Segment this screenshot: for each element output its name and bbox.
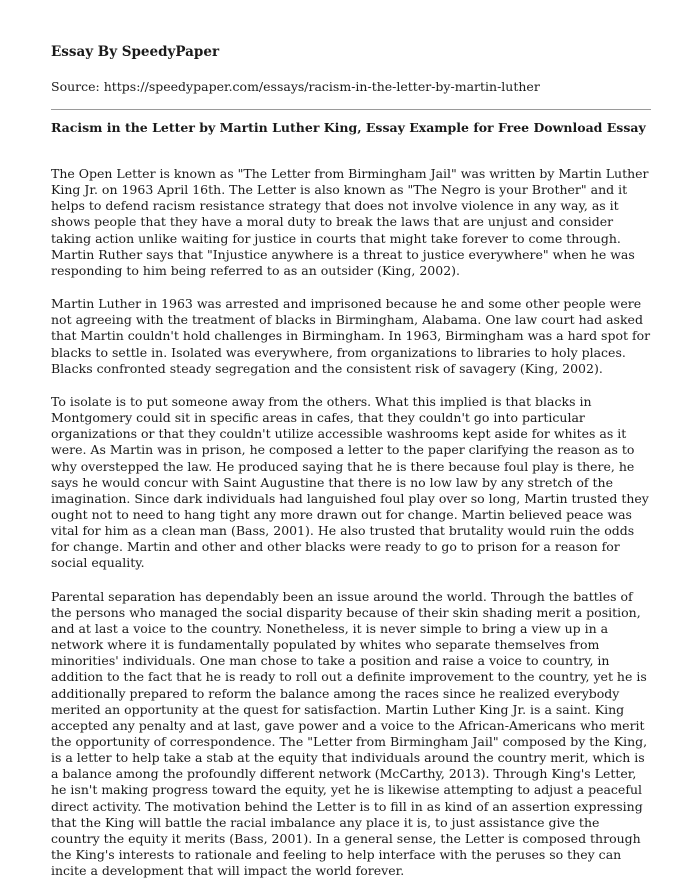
document-header xyxy=(51,44,651,95)
essay-body xyxy=(51,166,651,896)
source-line: Source: https://speedypaper.com/essays/racism-in-the-letter-by-martin-luther xyxy=(51,79,540,94)
paragraph-3: To isolate is to put someone away from the others. What this implied is that blacks in Montgomery could sit in specific areas in cafes, that they couldn't go into particular organizations or that they couldn't utilize accessible washrooms kept aside for whites as it were. As Martin was in prison, he composed a letter to the paper clarifying the reason as to why overstepped the law. He produced saying that he is there because foul play is there, he says he would concur with Saint Augustine that there is no low law by any stretch of the imagination. Since dark individuals had languished foul play over so long, Martin trusted they ought not to need to hang tight any more drawn out for change. Martin believed peace was vital for him as a clean man (Bass, 2001). He also trusted that brutality would ruin the odds for change. Martin and other and other blacks were ready to go to prison for a reason for social equality. xyxy=(51,393,649,571)
brand-heading: Essay By SpeedyPaper xyxy=(51,44,220,60)
header-divider xyxy=(51,109,651,110)
paragraph-4: Parental separation has dependably been an issue around the world. Through the battles of the persons who managed the social disparity because of their skin shading merit a position, and at last a voice to the country. Nonetheless, it is never simple to bring a view up in a network where it is fundamentally populated by whites who separate themselves from minorities' individuals. One man chose to take a position and raise a voice to country, in addition to the fact that he is ready to roll out a definite improvement to the country, yet he is additionally prepared to reform the balance among the races since he realized everybody merited an opportunity at the quest for satisfaction. Martin Luther King Jr. is a saint. King accepted any penalty and at last, gave power and a voice to the African-Americans who merit the opportunity of correspondence. The "Letter from Birmingham Jail" composed by the King, is a letter to help take a stab at the equity that individuals around the country merit, which is a balance among the profoundly different network (McCarthy, 2013). Through King's Letter, he isn't making progress toward the equity, yet he is likewise attempting to adjust a peaceful direct activity. The motivation behind the Letter is to fill in as kind of an assertion expressing that the King will battle the racial imbalance any place it is, to just assistance give the country the equity it merits (Bass, 2001). In a general sense, the Letter is composed through the King's interests to rationale and feeling to help interface with the peruses so they can incite a development that will impact the world forever. xyxy=(51,588,648,879)
paragraph-1: The Open Letter is known as "The Letter from Birmingham Jail" was written by Martin Luther King Jr. on 1963 April 16th. The Letter is also known as "The Negro is your Brother" and it helps to defend racism resistance strategy that does not involve violence in any way, as it shows people that they have a moral duty to break the laws that are unjust and consider taking action unlike waiting for justice in courts that might take forever to come through. Martin Ruther says that "Injustice anywhere is a threat to justice everywhere" when he was responding to him being referred to as an outsider (King, 2002). xyxy=(51,166,649,278)
essay-title: Racism in the Letter by Martin Luther King, Essay Example for Free Download Essay xyxy=(51,120,646,135)
paragraph-2: Martin Luther in 1963 was arrested and imprisoned because he and some other people were not agreeing with the treatment of blacks in Birmingham, Alabama. One law court had asked that Martin couldn't hold challenges in Birmingham. In 1963, Birmingham was a hard spot for blacks to settle in. Isolated was everywhere, from organizations to libraries to holy places. Blacks confronted steady segregation and the consistent risk of savagery (King, 2002). xyxy=(51,296,651,376)
